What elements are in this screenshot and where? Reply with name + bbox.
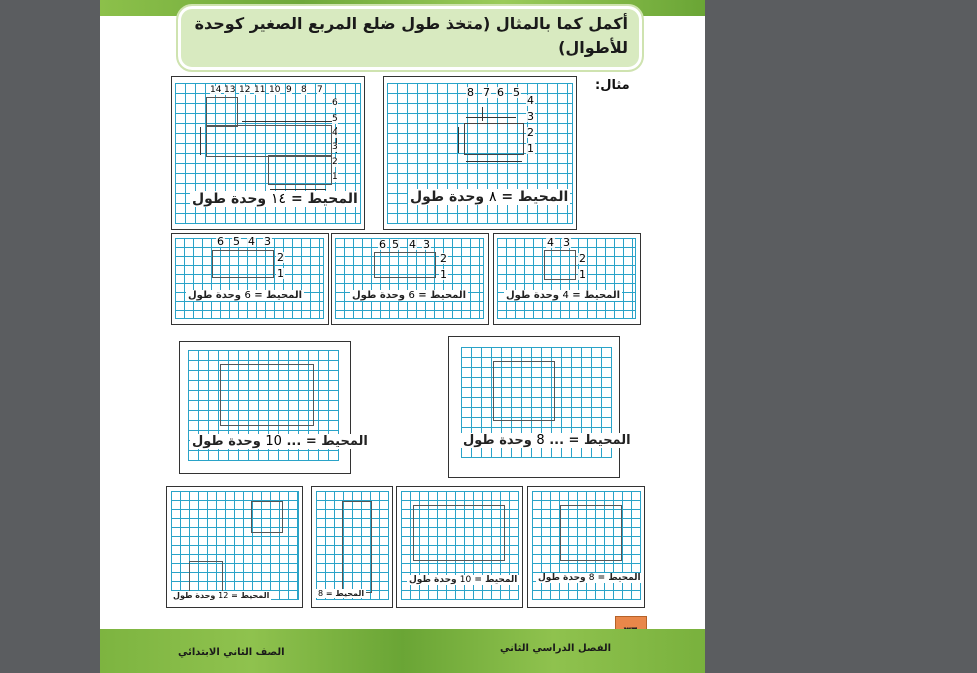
worksheet-page: [100, 0, 705, 673]
perimeter-label: [536, 573, 643, 583]
exercise-box: [331, 233, 489, 325]
arrow: [270, 189, 326, 190]
perimeter-answer: 8: [588, 573, 595, 583]
l-shape-middle: [206, 125, 332, 157]
perimeter-answer: 10: [265, 434, 282, 449]
count-number: 7: [483, 86, 490, 99]
perimeter-answer: 8: [536, 433, 545, 448]
bottom-green-bar: [100, 629, 705, 673]
count-number: 1: [277, 267, 284, 280]
square-shape: [464, 123, 524, 155]
answer-dots: ...: [286, 434, 302, 449]
unit-word: وحدة طول: [192, 434, 261, 449]
count-number: 5: [392, 238, 399, 251]
count-number: 6: [332, 98, 338, 108]
count-number: 4: [332, 128, 338, 138]
square-shape: [544, 250, 576, 280]
perimeter-word: المحيط =: [325, 589, 365, 598]
unit-word: وحدة طول: [173, 591, 216, 600]
instruction-title: أكمل كما بالمثال (متخذ طول ضلع المربع الصغير كوحدة للأطوال): [194, 14, 628, 57]
perimeter-word: المحيط =: [572, 290, 621, 301]
unit-word: وحدة طول: [538, 573, 586, 583]
count-number: 8: [467, 86, 474, 99]
count-number: 5: [332, 114, 338, 124]
rectangle-shape: [189, 561, 223, 593]
count-number: 3: [563, 236, 570, 249]
perimeter-answer: 6: [244, 290, 251, 301]
exercise-box: [396, 486, 523, 608]
example-label: مثال:: [595, 78, 630, 93]
rectangle-shape: [212, 250, 274, 278]
instruction-banner: [176, 4, 644, 72]
perimeter-answer: 6: [408, 290, 415, 301]
rectangle-shape: [220, 364, 314, 426]
count-number: 2: [332, 157, 338, 167]
perimeter-answer: 12: [218, 591, 229, 600]
perimeter-label: [316, 589, 366, 598]
perimeter-label: [190, 434, 370, 449]
count-number: 6: [217, 235, 224, 248]
count-number: 2: [440, 252, 447, 265]
perimeter-word: المحيط =: [568, 433, 631, 448]
rectangle-shape: [413, 505, 505, 561]
perimeter-label: [504, 290, 622, 301]
count-number: 5: [233, 235, 240, 248]
square-shape: [493, 361, 555, 421]
square-shape: [560, 505, 622, 561]
example-box-2: [171, 76, 365, 230]
count-number: 4: [547, 236, 554, 249]
arrow: [482, 107, 483, 121]
rectangle-shape: [342, 501, 372, 593]
exercise-box: [179, 341, 368, 474]
perimeter-word: المحيط =: [305, 434, 368, 449]
perimeter-label: [171, 591, 271, 600]
count-number: 14: [210, 85, 222, 95]
count-number: 3: [264, 235, 271, 248]
count-number: 9: [286, 85, 292, 95]
perimeter-value: ٨: [489, 189, 497, 205]
count-number: 2: [579, 252, 586, 265]
unit-word: وحدة طول: [506, 290, 559, 301]
count-number: 13: [224, 85, 236, 95]
count-number: 2: [527, 126, 534, 139]
perimeter-word: المحيط =: [474, 575, 518, 585]
exercise-box: [448, 336, 631, 478]
perimeter-answer: 8: [318, 589, 324, 598]
count-number: 4: [409, 238, 416, 251]
exercise-box: [171, 233, 329, 325]
rectangle-shape: [251, 501, 283, 533]
perimeter-label: [186, 290, 304, 301]
perimeter-label: [350, 290, 468, 301]
count-number: 1: [579, 268, 586, 281]
perimeter-word: المحيط =: [418, 290, 467, 301]
unit-word: وحدة طول: [463, 433, 532, 448]
footer-semester: الفصل الدراسي الثاني: [500, 643, 612, 654]
exercise-box: [527, 486, 645, 608]
arrow: [242, 121, 332, 122]
count-number: 1: [440, 268, 447, 281]
exercise-box: [311, 486, 393, 608]
count-number: 12: [239, 85, 251, 95]
count-number: 6: [497, 86, 504, 99]
l-shape-bottom: [268, 155, 332, 185]
perimeter-word: المحيط =: [254, 290, 303, 301]
perimeter-value: ١٤: [271, 191, 287, 207]
perimeter-answer: 4: [562, 290, 569, 301]
arrow: [458, 127, 459, 153]
count-number: 3: [423, 238, 430, 251]
unit-word: وحدة طول: [409, 575, 457, 585]
perimeter-answer: 10: [459, 575, 472, 585]
exercise-box: [493, 233, 641, 325]
count-number: 4: [248, 235, 255, 248]
count-number: 11: [254, 85, 266, 95]
example-box-1: [383, 76, 577, 230]
perimeter-label: [407, 575, 519, 585]
count-number: 4: [527, 94, 534, 107]
count-number: 8: [301, 85, 307, 95]
perimeter-label: [190, 191, 360, 207]
count-number: 5: [513, 86, 520, 99]
count-number: 3: [332, 142, 338, 152]
unit-word: وحدة طول: [188, 290, 241, 301]
perimeter-label: [461, 433, 633, 448]
answer-dots: ...: [549, 433, 565, 448]
l-shape-top: [206, 97, 238, 127]
arrow: [466, 117, 516, 118]
exercise-box: [166, 486, 303, 608]
count-number: 1: [527, 142, 534, 155]
unit-word: وحدة طول: [192, 191, 267, 207]
count-number: 1: [332, 172, 338, 182]
count-number: 7: [317, 85, 323, 95]
perimeter-word: المحيط =: [231, 591, 270, 600]
count-number: 6: [379, 238, 386, 251]
count-number: 3: [527, 110, 534, 123]
perimeter-word: المحيط =: [290, 191, 358, 207]
arrow: [466, 161, 522, 162]
count-number: 2: [277, 251, 284, 264]
count-number: 10: [269, 85, 281, 95]
unit-word: وحدة طول: [352, 290, 405, 301]
arrow: [200, 127, 201, 155]
rectangle-shape: [374, 252, 436, 278]
footer-grade: الصف الثاني الابتدائي: [178, 647, 285, 658]
perimeter-label: [408, 189, 570, 205]
perimeter-word: المحيط =: [501, 189, 569, 205]
perimeter-word: المحيط =: [597, 573, 641, 583]
unit-word: وحدة طول: [410, 189, 485, 205]
